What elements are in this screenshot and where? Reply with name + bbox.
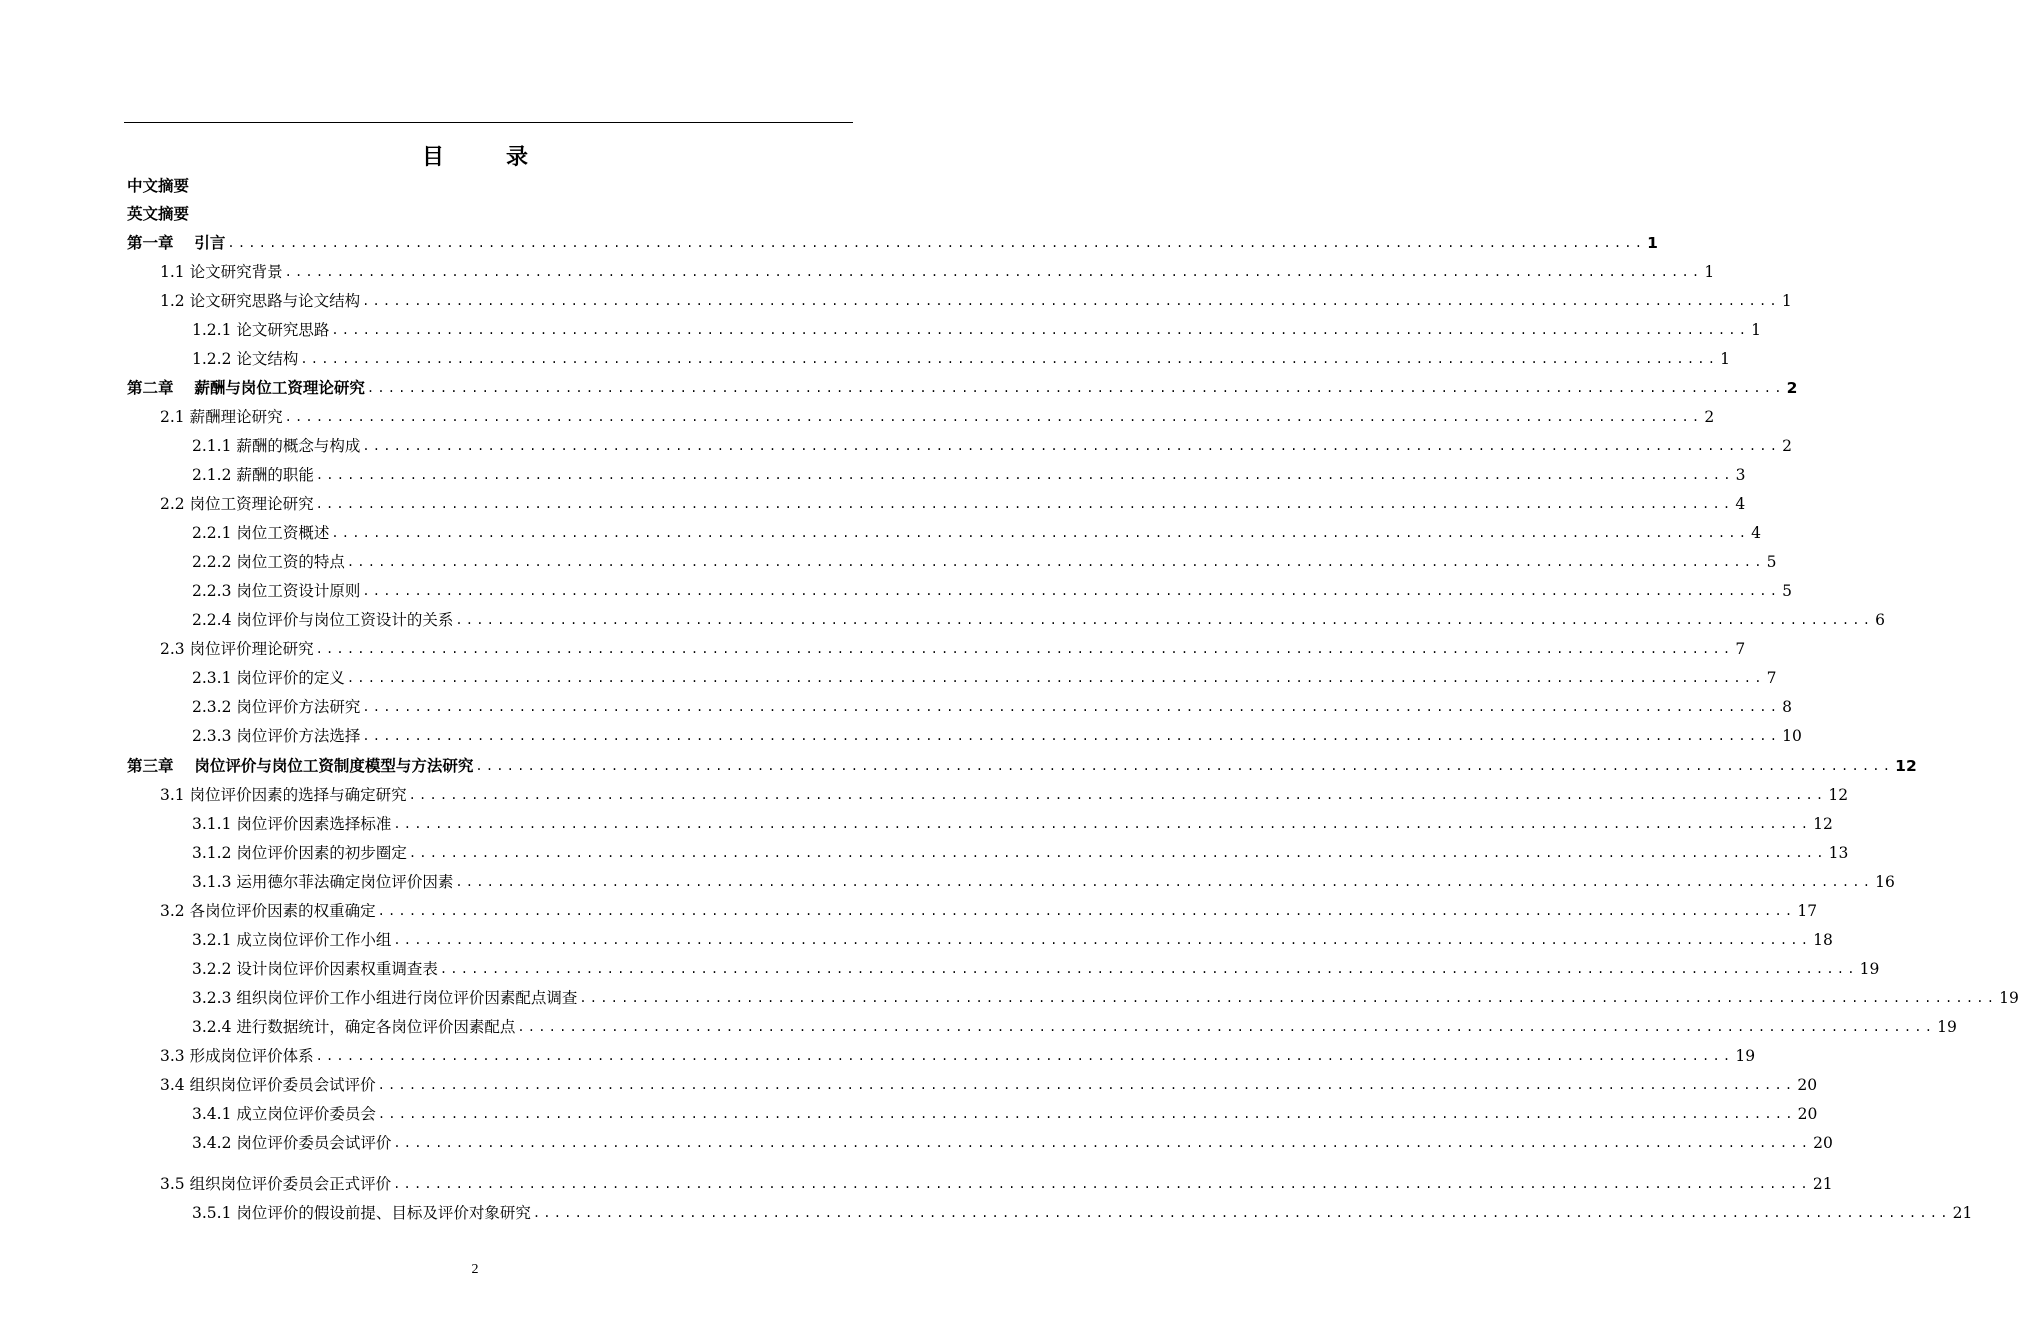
toc-leader-dots: ........................................................................................................................................ <box>455 613 1874 627</box>
toc-leader-dots: ........................................................................................................................................ <box>579 991 1998 1005</box>
toc-entry-label: 2.2.1 岗位工资概述 <box>192 524 330 542</box>
toc-entry-label: 3.1.1 岗位评价因素选择标准 <box>192 815 392 833</box>
toc-entry-3-1-3[interactable] <box>192 868 1895 892</box>
toc-leader-dots: ........................................................................................................................................ <box>408 788 1827 802</box>
toc-entry-label: 3.5 组织岗位评价委员会正式评价 <box>160 1175 392 1193</box>
toc-leader-dots: ........................................................................................................................................ <box>300 352 1719 366</box>
toc-entry-label: 2.3.3 岗位评价方法选择 <box>192 727 361 745</box>
toc-entry-page: 19 <box>1937 1018 1957 1036</box>
toc-entry-label: 2.2.2 岗位工资的特点 <box>192 553 345 571</box>
toc-entry-page: 1 <box>1781 292 1792 310</box>
page-number: 2 <box>471 1262 479 1277</box>
toc-leader-dots: ........................................................................................................................................ <box>362 294 1780 308</box>
toc-leader-dots: ........................................................................................................................................ <box>346 555 1765 569</box>
toc-entry-page: 6 <box>1875 611 1885 629</box>
toc-entry-page: 17 <box>1797 902 1818 920</box>
toc-entry-2-1[interactable] <box>160 403 1715 427</box>
toc-entry-page: 7 <box>1766 669 1777 687</box>
toc-leader-dots: ........................................................................................................................................ <box>362 729 1781 743</box>
toc-leader-dots: ........................................................................................................................................ <box>377 1107 1796 1121</box>
toc-entry-label: 3.2.4 进行数据统计，确定各岗位评价因素配点 <box>192 1018 516 1036</box>
toc-leader-dots: ........................................................................................................................................ <box>393 817 1812 831</box>
toc-entry-3-2-2[interactable] <box>192 955 1880 979</box>
toc-entry-label: 1.2.2 论文结构 <box>192 350 299 368</box>
toc-entry-3-3[interactable] <box>160 1042 1756 1066</box>
toc-entry-page: 13 <box>1828 844 1849 862</box>
toc-leader-dots: ........................................................................................................................................ <box>227 236 1646 250</box>
toc-entry-label: 3.4.1 成立岗位评价委员会 <box>192 1105 376 1123</box>
toc-entry-page: 1 <box>1751 321 1761 339</box>
toc-entry-label: 第二章 薪酬与岗位工资理论研究 <box>127 379 365 397</box>
toc-entry-label: 3.4.2 岗位评价委员会试评价 <box>192 1134 392 1152</box>
toc-entry-page: 19 <box>1735 1047 1756 1065</box>
toc-entry-page: 5 <box>1766 553 1777 571</box>
toc-entry-3-1[interactable] <box>160 781 1849 805</box>
toc-entry-page: 1 <box>1647 234 1658 252</box>
toc-entry-2-3-1[interactable] <box>192 664 1777 688</box>
toc-leader-dots: ........................................................................................................................................ <box>331 323 1750 337</box>
toc-entry-label: 3.2 各岗位评价因素的权重确定 <box>160 902 376 920</box>
toc-entry-label: 1.1 论文研究背景 <box>160 263 283 281</box>
toc-entry-page: 8 <box>1782 698 1792 716</box>
toc-leader-dots: ........................................................................................................................................ <box>362 584 1781 598</box>
toc-entry-page: 20 <box>1797 1105 1818 1123</box>
toc-entry-3-2[interactable] <box>160 897 1818 921</box>
toc-entry-page: 2 <box>1782 437 1792 455</box>
toc-leader-dots: ........................................................................................................................................ <box>366 381 1785 395</box>
toc-entry-page: 3 <box>1735 466 1746 484</box>
toc-entry-3-1-2[interactable] <box>192 839 1849 863</box>
toc-leader-dots: ........................................................................................................................................ <box>475 759 1894 773</box>
toc-entry-2-1-1[interactable] <box>192 432 1792 456</box>
toc-leader-dots: ........................................................................................................................................ <box>346 671 1765 685</box>
toc-entry-page: 19 <box>1859 960 1880 978</box>
toc-entry-page: 18 <box>1813 931 1833 949</box>
toc-entry-page: 20 <box>1797 1076 1818 1094</box>
toc-entry-3-2-1[interactable] <box>192 926 1833 950</box>
header-rule <box>124 122 853 123</box>
toc-entry-label: 第一章 引言 <box>127 234 226 252</box>
toc-entry-page: 16 <box>1875 873 1895 891</box>
toc-leader-dots: ........................................................................................................................................ <box>377 904 1796 918</box>
toc-entry-chapter-2[interactable] <box>127 374 1798 398</box>
toc-entry-label: 2.3.1 岗位评价的定义 <box>192 669 345 687</box>
toc-entry-2-2-2[interactable] <box>192 548 1777 572</box>
toc-entry-page: 21 <box>1812 1175 1833 1193</box>
toc-entry-label: 3.2.1 成立岗位评价工作小组 <box>192 931 392 949</box>
toc-leader-dots: ........................................................................................................................................ <box>315 1049 1734 1063</box>
toc-leader-dots: ........................................................................................................................................ <box>517 1020 1936 1034</box>
toc-entry-page: 4 <box>1735 495 1746 513</box>
toc-entry-page: 1 <box>1704 263 1715 281</box>
toc-entry-2-2[interactable] <box>160 490 1746 514</box>
toc-entry-page: 1 <box>1720 350 1730 368</box>
toc-entry-label: 2.1.1 薪酬的概念与构成 <box>192 437 361 455</box>
toc-leader-dots: ........................................................................................................................................ <box>315 468 1734 482</box>
toc-entry-label: 第三章 岗位评价与岗位工资制度模型与方法研究 <box>127 757 474 775</box>
toc-entry-label: 3.1.2 岗位评价因素的初步圈定 <box>192 844 407 862</box>
toc-entry-page: 10 <box>1782 727 1802 745</box>
toc-leader-dots: ........................................................................................................................................ <box>455 875 1874 889</box>
toc-entry-page: 12 <box>1828 786 1849 804</box>
toc-entry-label: 2.3.2 岗位评价方法研究 <box>192 698 361 716</box>
toc-entry-page: 12 <box>1813 815 1833 833</box>
toc-entry-2-2-4[interactable] <box>192 606 1885 630</box>
toc-entry-label: 英文摘要 <box>127 205 190 223</box>
toc-entry-1-2-1[interactable] <box>192 316 1761 340</box>
toc-title: 目 录 <box>421 145 548 170</box>
toc-leader-dots: ........................................................................................................................................ <box>315 642 1734 656</box>
toc-entry-page: 2 <box>1786 379 1798 397</box>
toc-entry-page: 20 <box>1813 1134 1833 1152</box>
toc-leader-dots: ........................................................................................................................................ <box>331 526 1750 540</box>
toc-entry-chapter-1[interactable] <box>127 229 1658 253</box>
toc-entry-label: 3.3 形成岗位评价体系 <box>160 1047 314 1065</box>
toc-entry-label: 3.4 组织岗位评价委员会试评价 <box>160 1076 376 1094</box>
toc-entry-3-1-1[interactable] <box>192 810 1833 834</box>
toc-entry-3-5-1[interactable] <box>192 1199 1973 1223</box>
toc-entry-1-2-2[interactable] <box>192 345 1730 369</box>
toc-entry-label: 2.1.2 薪酬的职能 <box>192 466 314 484</box>
toc-entry-label: 2.3 岗位评价理论研究 <box>160 640 314 658</box>
toc-entry-chapter-3[interactable] <box>127 752 1917 776</box>
toc-entry-label: 2.2.3 岗位工资设计原则 <box>192 582 361 600</box>
toc-entry-label: 1.2.1 论文研究思路 <box>192 321 330 339</box>
toc-entry-label: 2.2 岗位工资理论研究 <box>160 495 314 513</box>
toc-entry-label: 1.2 论文研究思路与论文结构 <box>160 292 361 310</box>
toc-entry-abstract-en[interactable] <box>127 200 847 224</box>
toc-leader-dots: ........................................................................................................................................ <box>393 1136 1812 1150</box>
toc-leader-dots: ........................................................................................................................................ <box>362 439 1781 453</box>
toc-entry-label: 2.2.4 岗位评价与岗位工资设计的关系 <box>192 611 454 629</box>
toc-entry-page: 4 <box>1751 524 1761 542</box>
toc-entry-page: 7 <box>1735 640 1746 658</box>
toc-entry-2-2-1[interactable] <box>192 519 1761 543</box>
toc-entry-label: 3.2.2 设计岗位评价因素权重调查表 <box>192 960 438 978</box>
toc-entry-label: 3.2.3 组织岗位评价工作小组进行岗位评价因素配点调查 <box>192 989 578 1007</box>
toc-entry-label: 3.1.3 运用德尔菲法确定岗位评价因素 <box>192 873 454 891</box>
toc-entry-abstract-cn[interactable] <box>127 172 847 196</box>
toc-entry-1-1[interactable] <box>160 258 1715 282</box>
toc-entry-page: 12 <box>1895 757 1917 775</box>
toc-leader-dots: ........................................................................................................................................ <box>439 962 1858 976</box>
toc-entry-3-4-1[interactable] <box>192 1100 1818 1124</box>
toc-entry-label: 中文摘要 <box>127 177 190 195</box>
toc-entry-page: 19 <box>1999 989 2019 1007</box>
toc-entry-page: 21 <box>1952 1204 1973 1222</box>
toc-entry-3-2-3[interactable] <box>192 984 2019 1008</box>
toc-entry-3-4-2[interactable] <box>192 1129 1833 1153</box>
toc-leader-dots: ........................................................................................................................................ <box>393 1177 1811 1191</box>
toc-entry-label: 3.1 岗位评价因素的选择与确定研究 <box>160 786 407 804</box>
toc-entry-2-3-3[interactable] <box>192 722 1802 746</box>
toc-leader-dots: ........................................................................................................................................ <box>532 1206 1951 1220</box>
toc-leader-dots: ........................................................................................................................................ <box>315 497 1734 511</box>
toc-entry-2-3-2[interactable] <box>192 693 1792 717</box>
toc-entry-3-2-4[interactable] <box>192 1013 1957 1037</box>
toc-entry-page: 5 <box>1782 582 1792 600</box>
toc-leader-dots: ........................................................................................................................................ <box>284 410 1703 424</box>
toc-entry-page: 2 <box>1704 408 1715 426</box>
toc-leader-dots: ........................................................................................................................................ <box>284 265 1703 279</box>
toc-leader-dots: ........................................................................................................................................ <box>362 700 1781 714</box>
toc-entry-3-5[interactable] <box>160 1170 1833 1194</box>
toc-entry-1-2[interactable] <box>160 287 1792 311</box>
toc-entry-2-2-3[interactable] <box>192 577 1792 601</box>
toc-entry-label: 2.1 薪酬理论研究 <box>160 408 283 426</box>
toc-leader-dots: ........................................................................................................................................ <box>377 1078 1796 1092</box>
toc-leader-dots: ........................................................................................................................................ <box>393 933 1812 947</box>
toc-entry-label: 3.5.1 岗位评价的假设前提、目标及评价对象研究 <box>192 1204 531 1222</box>
toc-entry-2-1-2[interactable] <box>192 461 1746 485</box>
toc-leader-dots: ........................................................................................................................................ <box>408 846 1827 860</box>
toc-entry-2-3[interactable] <box>160 635 1746 659</box>
toc-entry-3-4[interactable] <box>160 1071 1818 1095</box>
